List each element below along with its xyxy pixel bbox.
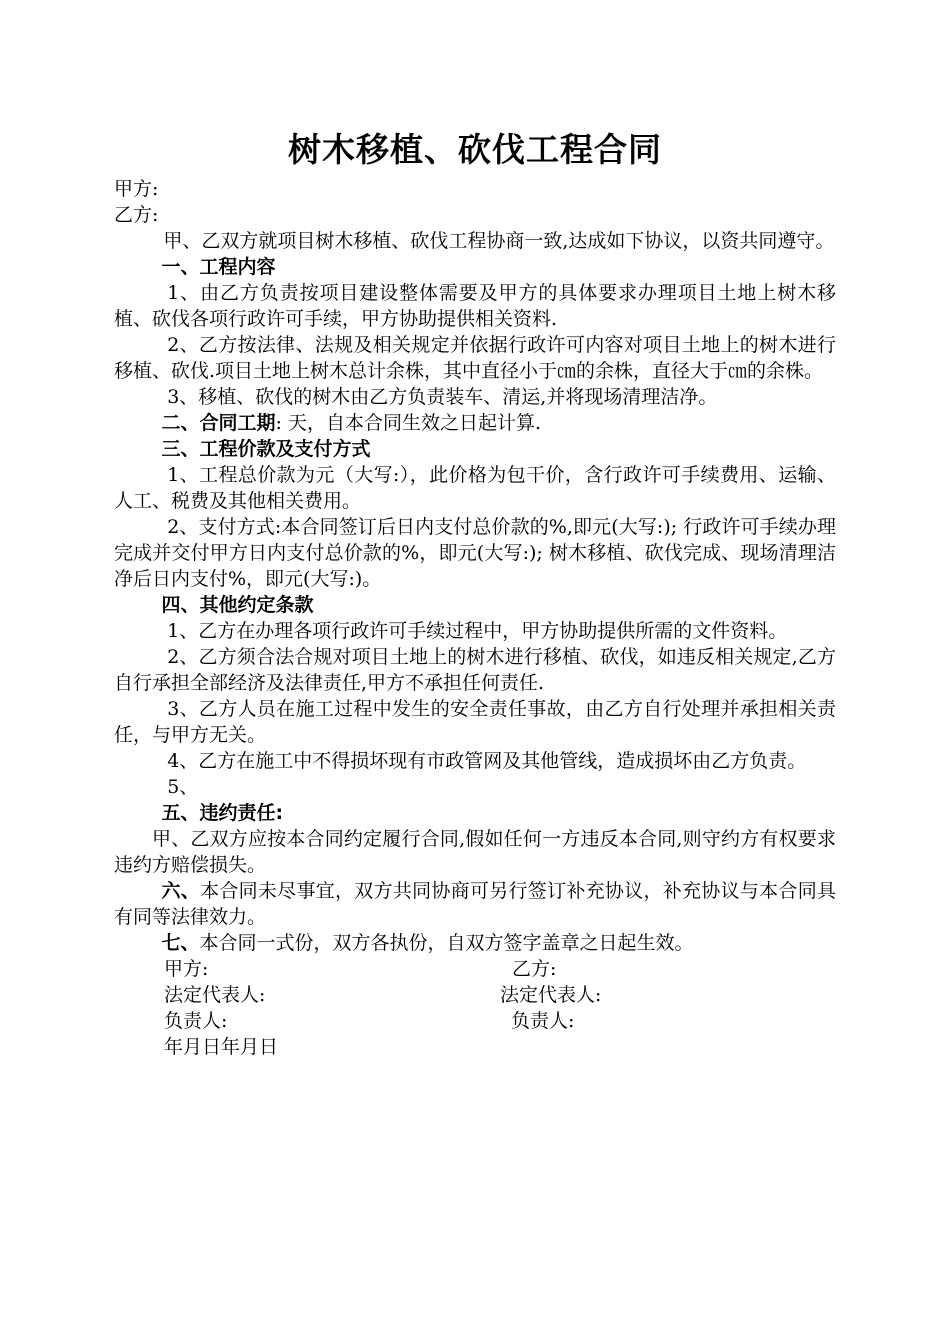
section-3-item-2: 2、支付方式:本合同签订后日内支付总价款的%,即元(大写:); 行政许可手续办理完成并交付甲方日内支付总价款的%，即元(大写:); 树木移植、砍伐完成、现场清理洁净后日内支付%，即元(大写:)。 [114,516,836,590]
signature-legal-rep-a: 法定代表人: [164,984,266,1006]
contract-document [114,128,836,1060]
section-3-item-1: 1、工程总价款为元（大写:），此价格为包干价，含行政许可手续费用、运输、人工、税费及其他相关费用。 [114,464,836,512]
section-4-item-1: 1、乙方在办理各项行政许可手续过程中，甲方协助提供所需的文件资料。 [167,620,788,642]
section-3-heading: 三、工程价款及支付方式 [161,438,371,460]
section-7-text: 本合同一式份，双方各执份，自双方签字盖章之日起生效。 [199,932,694,954]
section-1-item-2: 2、乙方按法律、法规及相关规定并依据行政许可内容对项目土地上的树木进行移植、砍伐.项目土地上树木总计余株，其中直径小于㎝的余株，直径大于㎝的余株。 [114,334,836,382]
section-4-heading: 四、其他约定条款 [161,594,314,616]
section-4-item-2: 2、乙方须合法合规对项目土地上的树木进行移植、砍伐，如违反相关规定,乙方自行承担全部经济及法律责任,甲方不承担任何责任. [114,646,836,694]
signature-row-responsible [114,1008,836,1034]
section-6 [114,878,836,930]
section-2 [114,410,836,436]
section-5-text: 甲、乙双方应按本合同约定履行合同,假如任何一方违反本合同,则守约方有权要求违约方赔偿损失。 [114,828,836,876]
signature-row-party [114,956,836,982]
section-1-item-3: 3、移植、砍伐的树木由乙方负责装车、清运,并将现场清理洁净。 [167,386,718,408]
signature-responsible-b: 负责人: [511,1010,575,1032]
signature-party-a: 甲方: [164,958,209,980]
document-title: 树木移植、砍伐工程合同 [288,130,662,169]
signature-date-row [114,1034,836,1060]
section-2-heading: 二、合同工期 [161,412,276,434]
section-4-item-5: 5、 [167,776,199,798]
section-1-item-1: 1、由乙方负责按项目建设整体需要及甲方的具体要求办理项目土地上树木移植、砍伐各项行政许可手续，甲方协助提供相关资料. [114,282,836,330]
section-5-heading: 五、违约责任: [161,802,284,824]
section-2-text: : 天，自本合同生效之日起计算. [275,412,541,434]
intro-paragraph: 甲、乙双方就项目树木移植、砍伐工程协商一致,达成如下协议，以资共同遵守。 [163,230,835,252]
section-7 [114,930,836,956]
signature-legal-rep-b: 法定代表人: [500,984,602,1006]
section-6-text: 本合同未尽事宜，双方共同协商可另行签订补充协议，补充协议与本合同具有同等法律效力。 [114,880,836,928]
section-7-heading: 七、 [161,932,200,954]
party-a-line: 甲方: [114,178,159,200]
signature-row-legal-rep [114,982,836,1008]
section-4-item-3: 3、乙方人员在施工过程中发生的安全责任事故，由乙方自行处理并承担相关责任，与甲方无关。 [114,698,836,746]
signature-responsible-a: 负责人: [164,1010,228,1032]
section-1-heading: 一、工程内容 [161,256,276,278]
party-b-line: 乙方: [114,204,159,226]
section-4-item-4: 4、乙方在施工中不得损坏现有市政管网及其他管线，造成损坏由乙方负责。 [167,750,807,772]
section-6-heading: 六、 [161,880,201,902]
signature-party-b: 乙方: [512,958,557,980]
signature-date: 年月日年月日 [164,1036,279,1058]
